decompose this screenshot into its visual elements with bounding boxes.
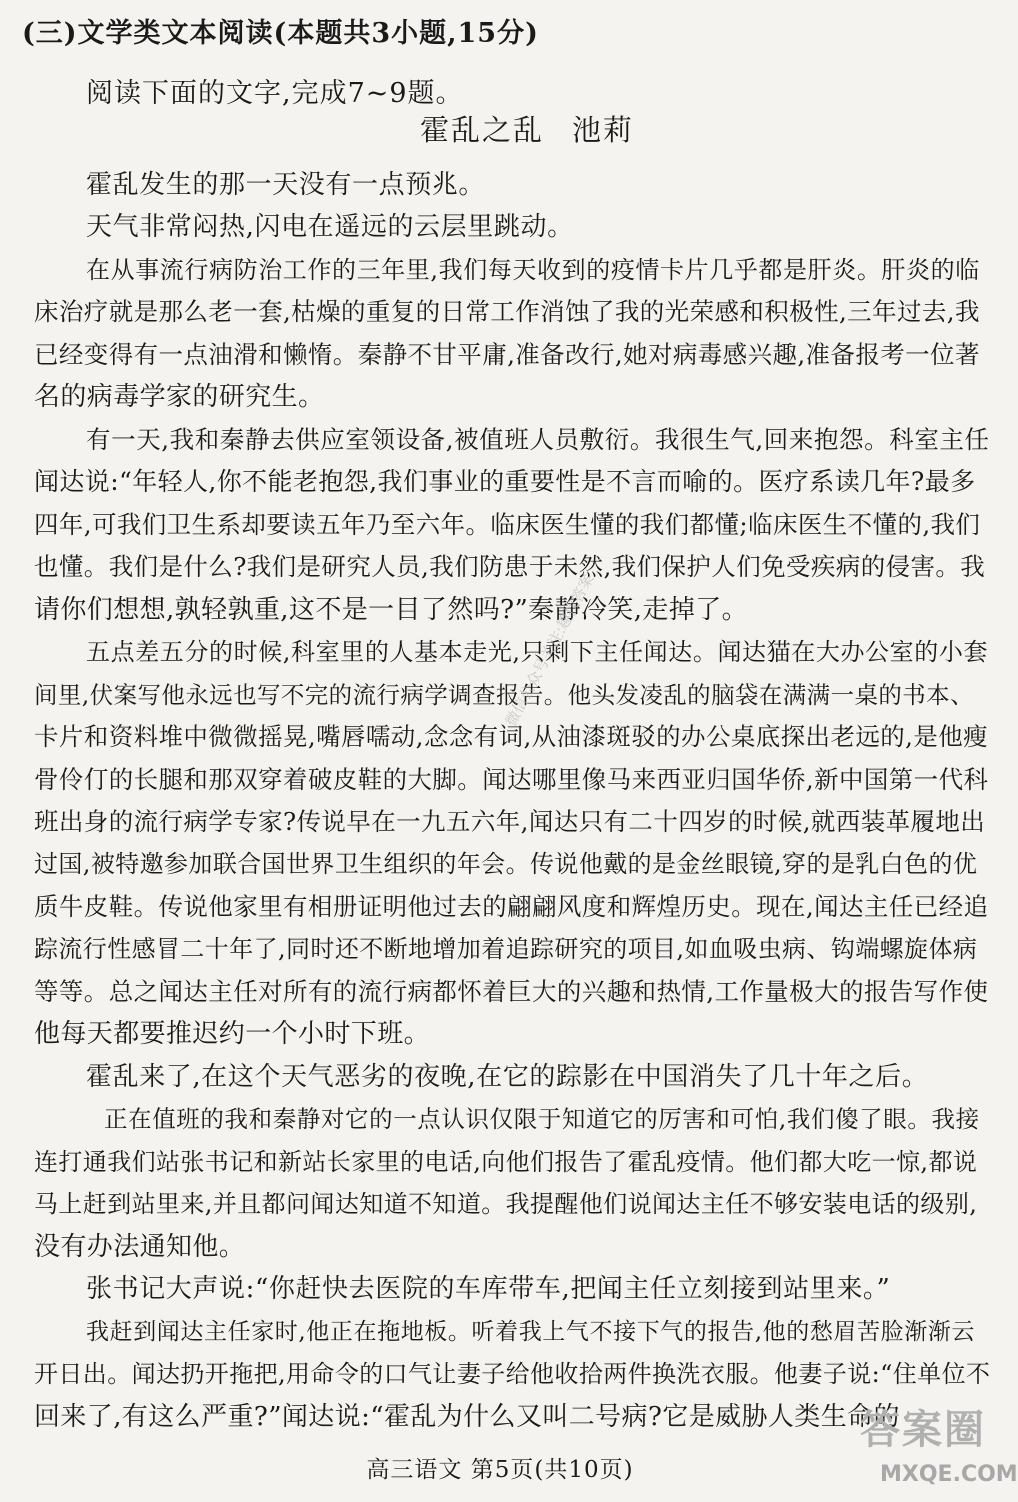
body-line: 骨伶仃的长腿和那双穿着破皮鞋的大脚。闻达哪里像马来西亚归国华侨,新中国第一代科 (34, 765, 989, 794)
body-line: 连打通我们站张书记和新站长家里的电话,向他们报告了霍乱疫情。他们都大吃一惊,都说 (34, 1148, 978, 1176)
body-line: 霍乱来了,在这个天气恶劣的夜晚,在它的踪影在中国消失了几十年之后。 (86, 1062, 929, 1092)
body-line: 等等。总之闻达主任对所有的流行病都怀着巨大的兴趣和热情,工作量极大的报告写作使 (34, 977, 989, 1006)
reading-instruction: 阅读下面的文字,完成7~9题。 (86, 78, 464, 109)
body-line: 卡片和资料堆中微微摇晃,嘴唇嚅动,念念有词,从油漆斑驳的办公桌底探出老远的,是他瘦 (34, 722, 989, 751)
watermark-logo: 答案圈 (860, 1407, 986, 1453)
body-line: 张书记大声说:“你赶快去医院的车库带车,把闻主任立刻接到站里来。” (86, 1274, 891, 1304)
body-line: 没有办法通知他。 (34, 1232, 246, 1262)
section-heading: (三)文学类文本阅读(本题共3小题,15分) (22, 18, 539, 49)
body-line: 踪流行性感冒二十年了,同时还不断地增加着追踪研究的项目,如血吸虫病、钩端螺旋体病 (34, 935, 978, 963)
page-footer: 高三语文 第5页(共10页) (366, 1457, 634, 1483)
body-line: 已经变得有一点油滑和懒惰。秦静不甘平庸,准备改行,她对病毒感兴趣,准备报考一位著 (34, 340, 980, 369)
body-line: 有一天,我和秦静去供应室领设备,被值班人员敷衍。我很生气,回来抱怨。科室主任 (86, 425, 990, 454)
site-watermark (820, 1398, 1018, 1498)
body-line: 间里,伏案写他永远也写不完的流行病学调查报告。他头发凌乱的脑袋在满满一桌的书本、 (34, 681, 974, 709)
body-line: 也懂。我们是什么?我们是研究人员,我们防患于未然,我们保护人们免受疾病的侵害。我 (34, 552, 986, 581)
body-line: 名的病毒学家的研究生。 (34, 382, 325, 412)
body-line: 天气非常闷热,闪电在遥远的云层里跳动。 (86, 212, 574, 242)
body-line: 质牛皮鞋。传说他家里有相册证明他过去的翩翩风度和辉煌历史。现在,闻达主任已经追 (34, 892, 989, 921)
watermark-url: MXQE.COM (880, 1462, 1018, 1487)
body-line: 回来了,有这么严重?”闻达说:“霍乱为什么又叫二号病?它是威胁人类生命的 (34, 1402, 900, 1432)
body-line: 在从事流行病防治工作的三年里,我们每天收到的疫情卡片几乎都是肝炎。肝炎的临 (86, 256, 980, 284)
body-line: 他每天都要推迟约一个小时下班。 (34, 1019, 431, 1049)
body-line: 正在值班的我和秦静对它的一点认识仅限于知道它的厉害和可怕,我们傻了眼。我接 (104, 1105, 980, 1133)
body-line: 开日出。闻达扔开拖把,用命令的口气让妻子给他收拾两件换洗衣服。他妻子说:“住单位不 (34, 1360, 991, 1388)
body-line: 霍乱发生的那一天没有一点预兆。 (86, 170, 486, 200)
body-line: 闻达说:“年轻人,你不能老抱怨,我们事业的重要性是不言而喻的。医疗系读几年?最多 (34, 467, 976, 496)
body-line: 马上赶到站里来,并且都问闻达知道不知道。我提醒他们说闻达主任不够安装电话的级别, (34, 1190, 978, 1218)
body-line: 我赶到闻达主任家时,他正在拖地板。听着我上气不接下气的报告,他的愁眉苦脸渐渐云 (86, 1319, 976, 1345)
body-line: 五点差五分的时候,科室里的人基本走光,只剩下主任闻达。闻达猫在大办公室的小套 (86, 638, 989, 666)
article-title-line (420, 110, 634, 150)
diagonal-watermark: 微信公众号关注:趣找答案 (501, 570, 598, 730)
article-title: 霍乱之乱 (420, 113, 545, 147)
body-line: 床治疗就是那么老一套,枯燥的重复的日常工作消蚀了我的光荣感和积极性,三年过去,我 (34, 297, 980, 326)
body-line: 四年,可我们卫生系却要读五年乃至六年。临床医生懂的我们都懂;临床医生不懂的,我们 (34, 510, 981, 539)
body-line: 班出身的流行病学专家?传说早在一九五六年,闻达只有二十四岁的时候,就西装革履地出 (34, 807, 986, 836)
body-line: 请你们想想,孰轻孰重,这不是一目了然吗?”秦静冷笑,走掉了。 (34, 595, 749, 625)
body-line: 过国,被特邀参加联合国世界卫生组织的年会。传说他戴的是金丝眼镜,穿的是乳白色的优 (34, 850, 978, 878)
article-author: 池莉 (572, 113, 635, 147)
